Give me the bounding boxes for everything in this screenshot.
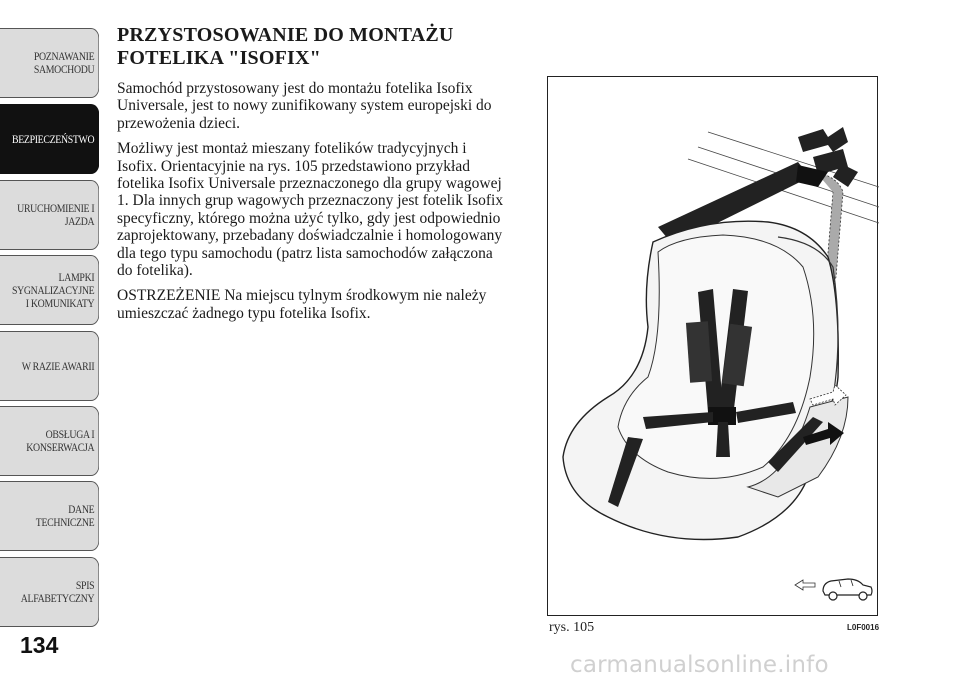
- tab-poznawanie-samochodu[interactable]: POZNAWANIE SAMOCHODU: [0, 28, 99, 98]
- tab-uruchomienie-i-jazda[interactable]: URUCHOMIENIE I JAZDA: [0, 180, 99, 250]
- paragraph-warning: OSTRZEŻENIE Na miejscu tylnym środkowym nie należy umieszczać żadnego typu fotelika Isofix.: [117, 287, 487, 322]
- figure-isofix-seat: [547, 76, 878, 616]
- tab-dane-techniczne[interactable]: DANE TECHNICZNE: [0, 481, 99, 551]
- paragraph-mixed-mounting: Możliwy jest montaż mieszany fotelików tradycyjnych i Isofix. Orientacyjnie na rys. 105 przedstawiono przykład fotelika Isofix Universale przeznaczonego dla grupy wagowej 1. Dla innych grup wagowych przeznaczony jest fotelik Isofix specyficzny, którego można użyć tylko, gdy jest odpowiednio zaprojektowany, przebadany doświadczalnie i homologowany dla tego typu samochodu (patrz lista samochodów załączona do fotelika).: [117, 140, 504, 280]
- article: [117, 24, 507, 330]
- figure-code: L0F0016: [847, 623, 880, 632]
- figure-caption: rys. 105: [549, 620, 595, 635]
- car-pictogram-icon: [795, 579, 872, 600]
- tab-bezpieczenstwo[interactable]: BEZPIECZEŃSTWO: [0, 104, 99, 174]
- section-title: PRZYSTOSOWANIE DO MONTAŻU FOTELIKA "ISOFIX": [117, 24, 454, 69]
- paragraph-intro: Samochód przystosowany jest do montażu fotelika Isofix Universale, jest to nowy zunifikowany system europejski do przewożenia dzieci.: [117, 80, 492, 132]
- child-seat-illustration: [548, 77, 879, 617]
- arrow-up-left-icon: [798, 127, 848, 152]
- tab-lampki-sygnalizacyjne[interactable]: LAMPKI SYGNALIZACYJNE I KOMUNIKATY: [0, 255, 99, 325]
- left-shoulder-pad: [686, 321, 712, 382]
- footer-watermark: carmanualsonline.info: [570, 652, 829, 678]
- tab-obsluga-i-konserwacja[interactable]: OBSŁUGA I KONSERWACJA: [0, 406, 99, 476]
- tab-spis-alfabetyczny[interactable]: SPIS ALFABETYCZNY: [0, 557, 99, 627]
- tab-w-razie-awarii[interactable]: W RAZIE AWARII: [0, 331, 99, 401]
- page-number: 134: [20, 632, 59, 658]
